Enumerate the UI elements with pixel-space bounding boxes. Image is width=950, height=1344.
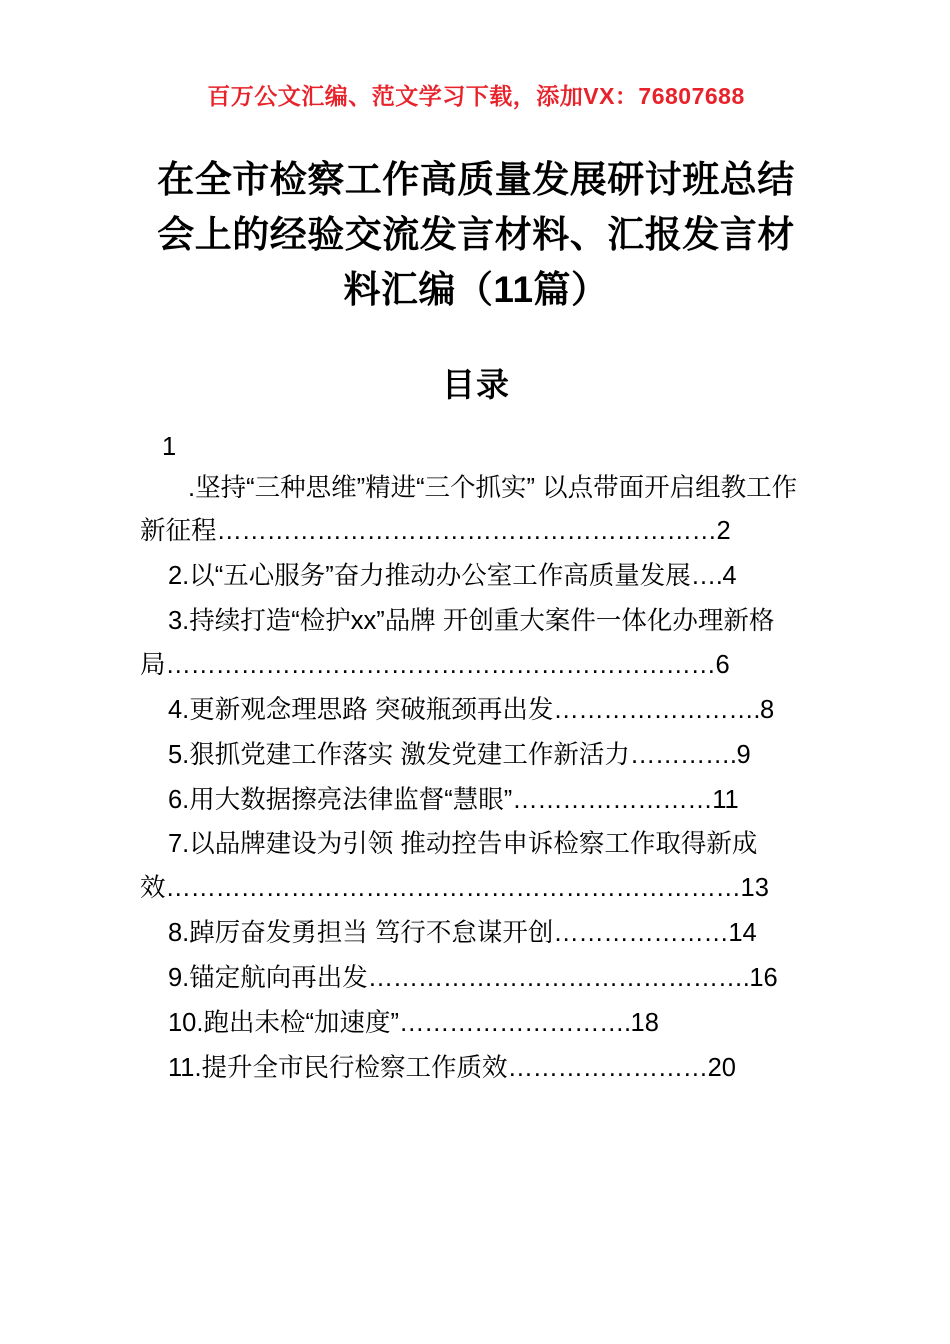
toc-entry-page-number: 9 [736, 740, 751, 769]
toc-entry-label: 3.持续打造“检护xx”品牌 开创重大案件一体化办理新格局 [140, 607, 775, 679]
table-of-contents [140, 428, 812, 1090]
toc-entry-page-number: 8 [759, 695, 775, 724]
toc-entry-leader: ………………………………………. [367, 963, 750, 992]
toc-entry-leader: ……………………. [553, 695, 760, 724]
toc-entry-label: 11.提升全市民行检察工作质效 [168, 1053, 508, 1082]
watermark-banner: 百万公文汇编、范文学习下载，添加VX：76807688 [207, 83, 745, 109]
toc-entry-leader: …………………… [512, 785, 713, 814]
toc-entry-page-number: 16 [749, 963, 778, 992]
toc-entry-leader: ………………… [553, 919, 729, 948]
toc-entry-label: 9.锚定航向再出发 [168, 963, 368, 992]
toc-entry-page-number: 14 [728, 919, 757, 948]
toc-entry[interactable] [140, 689, 812, 733]
toc-entry-label: 7.以品牌建设为引领 推动控告申诉检察工作取得新成效 [140, 830, 758, 903]
toc-entry-leader: …………………………………………………… [216, 517, 717, 546]
toc-entry[interactable] [140, 1047, 812, 1091]
toc-entry-leader: …………………………………………………………… [165, 874, 741, 903]
toc-entry-leader: …………. [629, 740, 737, 769]
toc-entry[interactable] [140, 555, 812, 599]
toc-entry[interactable] [140, 734, 812, 778]
toc-entry-leader: …. [690, 562, 723, 591]
toc-first-entry-number: 1 [162, 433, 177, 462]
toc-entry-label: 2.以“五心服务”奋力推动办公室工作高质量发展 [168, 562, 691, 591]
toc-entry-label: 10.跑出未检“加速度” [168, 1008, 399, 1037]
toc-entry-leader: ………………………………………………………… [165, 650, 716, 679]
toc-entry-label: 8.踔厉奋发勇担当 笃行不怠谋开创 [168, 919, 554, 948]
toc-entry-label: 6.用大数据擦亮法律监督“慧眼” [168, 785, 513, 814]
toc-entry[interactable] [140, 912, 812, 956]
toc-entry[interactable] [140, 779, 812, 823]
toc-entry-page-number: 20 [707, 1053, 736, 1082]
toc-list [140, 467, 812, 1091]
toc-entry-page-number: 13 [740, 874, 769, 903]
toc-heading: 目录 [442, 366, 510, 404]
toc-entry-page-number: 4 [722, 562, 737, 591]
toc-entry[interactable] [140, 823, 812, 911]
toc-entry-leader: …………………… [507, 1053, 708, 1082]
toc-entry[interactable] [140, 957, 812, 1001]
toc-entry-leader: ………………………. [398, 1008, 631, 1037]
toc-entry-page-number: 6 [715, 650, 730, 679]
page-title: 在全市检察工作高质量发展研讨班总结会上的经验交流发言材料、汇报发言材料汇编（11篇） [157, 159, 795, 310]
toc-entry[interactable] [140, 467, 812, 555]
toc-entry-page-number: 2 [716, 517, 731, 546]
toc-entry-label: 4.更新观念理思路 突破瓶颈再出发 [168, 695, 554, 724]
toc-entry[interactable] [140, 600, 812, 688]
toc-entry-label: 5.狠抓党建工作落实 激发党建工作新活力 [168, 740, 630, 769]
toc-entry-page-number: 11 [712, 785, 739, 814]
toc-entry[interactable] [140, 1002, 812, 1046]
toc-entry-page-number: 18 [630, 1008, 659, 1037]
toc-entry-label: .坚持“三种思维”精进“三个抓实” 以点带面开启组教工作新征程 [140, 473, 798, 546]
